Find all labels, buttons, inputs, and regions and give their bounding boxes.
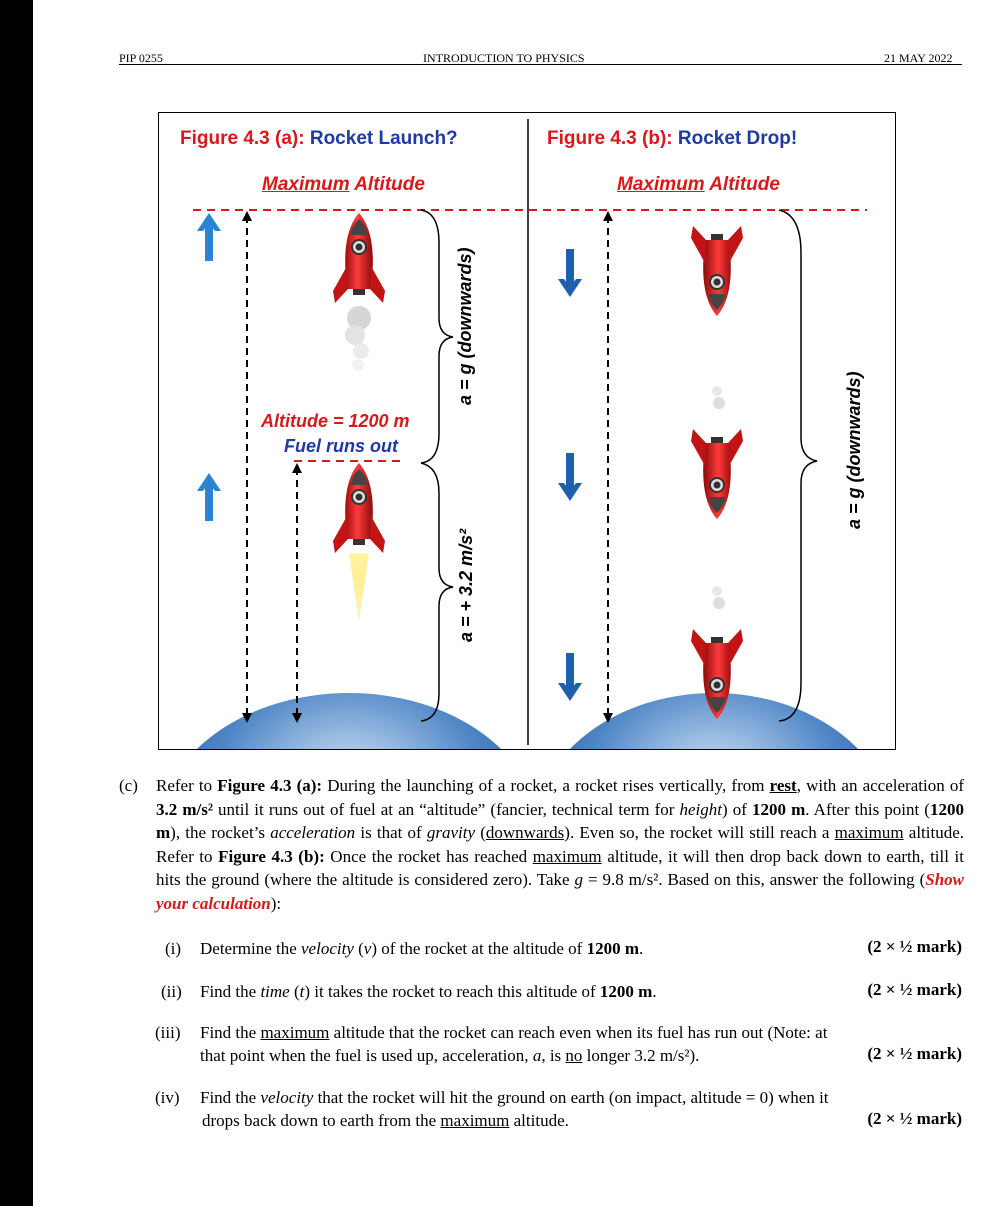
- part-c-paragraph: [119, 774, 965, 915]
- question-text: [119, 774, 964, 915]
- mark-iii: (2 × ½ mark): [867, 1044, 962, 1063]
- mark-iv: (2 × ½ mark): [867, 1109, 962, 1128]
- figure-4-3: [158, 112, 896, 750]
- altitude-word: Altitude: [349, 174, 425, 195]
- txt: altitude that the rocket can reach even when its fuel has run out (Note: at: [329, 1023, 828, 1042]
- figure-a-name: Rocket Launch?: [309, 128, 458, 149]
- txt: height: [679, 799, 723, 819]
- rocket-icon-ascending-powered: [333, 463, 385, 553]
- figure-b-number: Figure 4.3 (b):: [547, 128, 673, 149]
- smoke-trail: [345, 306, 371, 371]
- txt: Figure 4.3 (b):: [218, 846, 325, 866]
- mark-i: (2 × ½ mark): [867, 937, 962, 956]
- txt: altitude. Refer to: [156, 823, 965, 866]
- txt: gravity: [426, 823, 476, 842]
- txt: 3.2 m/s²: [156, 799, 213, 819]
- txt: time: [260, 982, 290, 1001]
- txt: Show your calculation: [156, 870, 964, 913]
- txt: = 9.8 m/s². Based on this, answer the following (: [583, 870, 926, 889]
- course-code: PIP 0255: [119, 51, 163, 65]
- txt: .: [652, 982, 657, 1001]
- question-iv: [155, 1086, 963, 1132]
- txt: , with an acceleration of: [796, 776, 964, 795]
- smoke-small-1: [712, 386, 725, 409]
- txt: velocity: [301, 939, 354, 958]
- part-c-label: (c): [119, 776, 138, 795]
- txt: that the rocket will hit the ground on earth (on impact, altitude = 0) when it: [313, 1088, 829, 1107]
- up-arrow-icon-bottom: [197, 473, 221, 521]
- txt: Find the: [200, 1023, 261, 1042]
- down-arrow-icon-2: [558, 453, 582, 501]
- flame-icon: [349, 553, 369, 623]
- txt: maximum: [834, 823, 904, 842]
- figure-a-title: [180, 128, 458, 150]
- txt: (: [353, 939, 364, 958]
- max-word: Maximum: [262, 174, 350, 195]
- accel-g-label-a: a = g (downwards): [455, 247, 475, 405]
- up-arrow-icon-top: [197, 213, 221, 261]
- txt: . After this point (: [805, 799, 930, 819]
- figure-b-name: Rocket Drop!: [677, 128, 798, 149]
- altitude-1200-label: Altitude = 1200 m: [261, 411, 410, 431]
- exam-date: 21 MAY 2022: [884, 51, 953, 65]
- txt: acceleration: [270, 823, 356, 842]
- q-num: (iv): [155, 1088, 180, 1107]
- txt: (: [475, 823, 486, 842]
- rocket-icon-ascending-coast: [333, 213, 385, 303]
- txt: Find the: [200, 1088, 261, 1107]
- txt: Figure 4.3 (a):: [217, 776, 323, 795]
- smoke-small-2: [712, 586, 725, 609]
- txt: v: [363, 939, 372, 958]
- rocket-icon-drop-2: [691, 429, 743, 519]
- txt: ) it takes the rocket to reach this altitude of: [304, 982, 600, 1001]
- txt: ) of the rocket at the altitude of: [371, 939, 587, 958]
- txt: t: [299, 982, 305, 1001]
- mark-ii: (2 × ½ mark): [867, 980, 962, 999]
- brace-coast: [421, 210, 453, 463]
- brace-drop: [779, 210, 817, 721]
- txt: no: [565, 1046, 583, 1065]
- txt: that point when the fuel is used up, acceleration,: [200, 1046, 533, 1065]
- txt: altitude, it will then drop back down to earth, till it hits the ground (where the altitude is considered zero). Take: [156, 846, 964, 889]
- txt: Once the rocket has reached: [324, 846, 533, 866]
- header-rule: [119, 64, 962, 65]
- txt: .: [639, 939, 644, 958]
- txt: ):: [270, 893, 282, 913]
- max-altitude-label-a: [262, 174, 425, 196]
- txt: drops back down to earth from the: [202, 1111, 441, 1130]
- txt: altitude.: [509, 1111, 569, 1130]
- q-num: (i): [165, 939, 182, 958]
- earth-a: [159, 693, 539, 750]
- q-num: (ii): [161, 982, 182, 1001]
- txt: g: [574, 870, 583, 889]
- accel-g-label-b: a = g (downwards): [844, 371, 864, 529]
- txt: maximum: [260, 1023, 330, 1042]
- txt: 1200 m: [752, 799, 806, 819]
- rocket-icon-drop-1: [691, 226, 743, 316]
- txt: until it runs out of fuel at an “altitude” (fancier, technical term for: [212, 799, 680, 819]
- txt: ), the rocket’s: [170, 823, 271, 842]
- question-i: [165, 937, 643, 960]
- txt: . Even so, the rocket will still reach a: [569, 823, 835, 842]
- txt: longer 3.2 m/s²).: [582, 1046, 700, 1065]
- exam-page: [33, 0, 1000, 1206]
- brace-powered: [421, 463, 453, 721]
- txt: rest: [769, 776, 797, 795]
- txt: Find the: [200, 982, 261, 1001]
- question-ii: [161, 980, 657, 1003]
- txt: During the launching of a rocket, a rocket rises vertically, from: [322, 776, 770, 795]
- figure-b-title: [547, 128, 797, 150]
- altitude-word: Altitude: [704, 174, 780, 195]
- down-arrow-icon-3: [558, 653, 582, 701]
- txt: maximum: [532, 846, 602, 866]
- txt: , is: [541, 1046, 566, 1065]
- question-iii: [155, 1021, 963, 1067]
- txt: 1200 m: [599, 982, 653, 1001]
- txt: 1200 m: [156, 799, 964, 842]
- txt: Refer to: [156, 776, 218, 795]
- figure-a-number: Figure 4.3 (a):: [180, 128, 305, 149]
- fuel-runs-out-label: Fuel runs out: [284, 436, 398, 456]
- txt: is that of: [355, 823, 427, 842]
- accel-3-2-label: a = + 3.2 m/s²: [456, 528, 476, 642]
- txt: 1200 m: [586, 939, 640, 958]
- txt: downwards): [485, 823, 570, 842]
- max-altitude-label-b: [617, 174, 780, 196]
- max-word: Maximum: [617, 174, 705, 195]
- txt: (: [289, 982, 300, 1001]
- txt: Determine the: [200, 939, 302, 958]
- down-arrow-icon-1: [558, 249, 582, 297]
- txt: ) of: [722, 799, 753, 819]
- txt: velocity: [260, 1088, 314, 1107]
- txt: a: [532, 1046, 542, 1065]
- txt: maximum: [440, 1111, 510, 1130]
- course-title: INTRODUCTION TO PHYSICS: [423, 51, 585, 65]
- q-num: (iii): [155, 1023, 181, 1042]
